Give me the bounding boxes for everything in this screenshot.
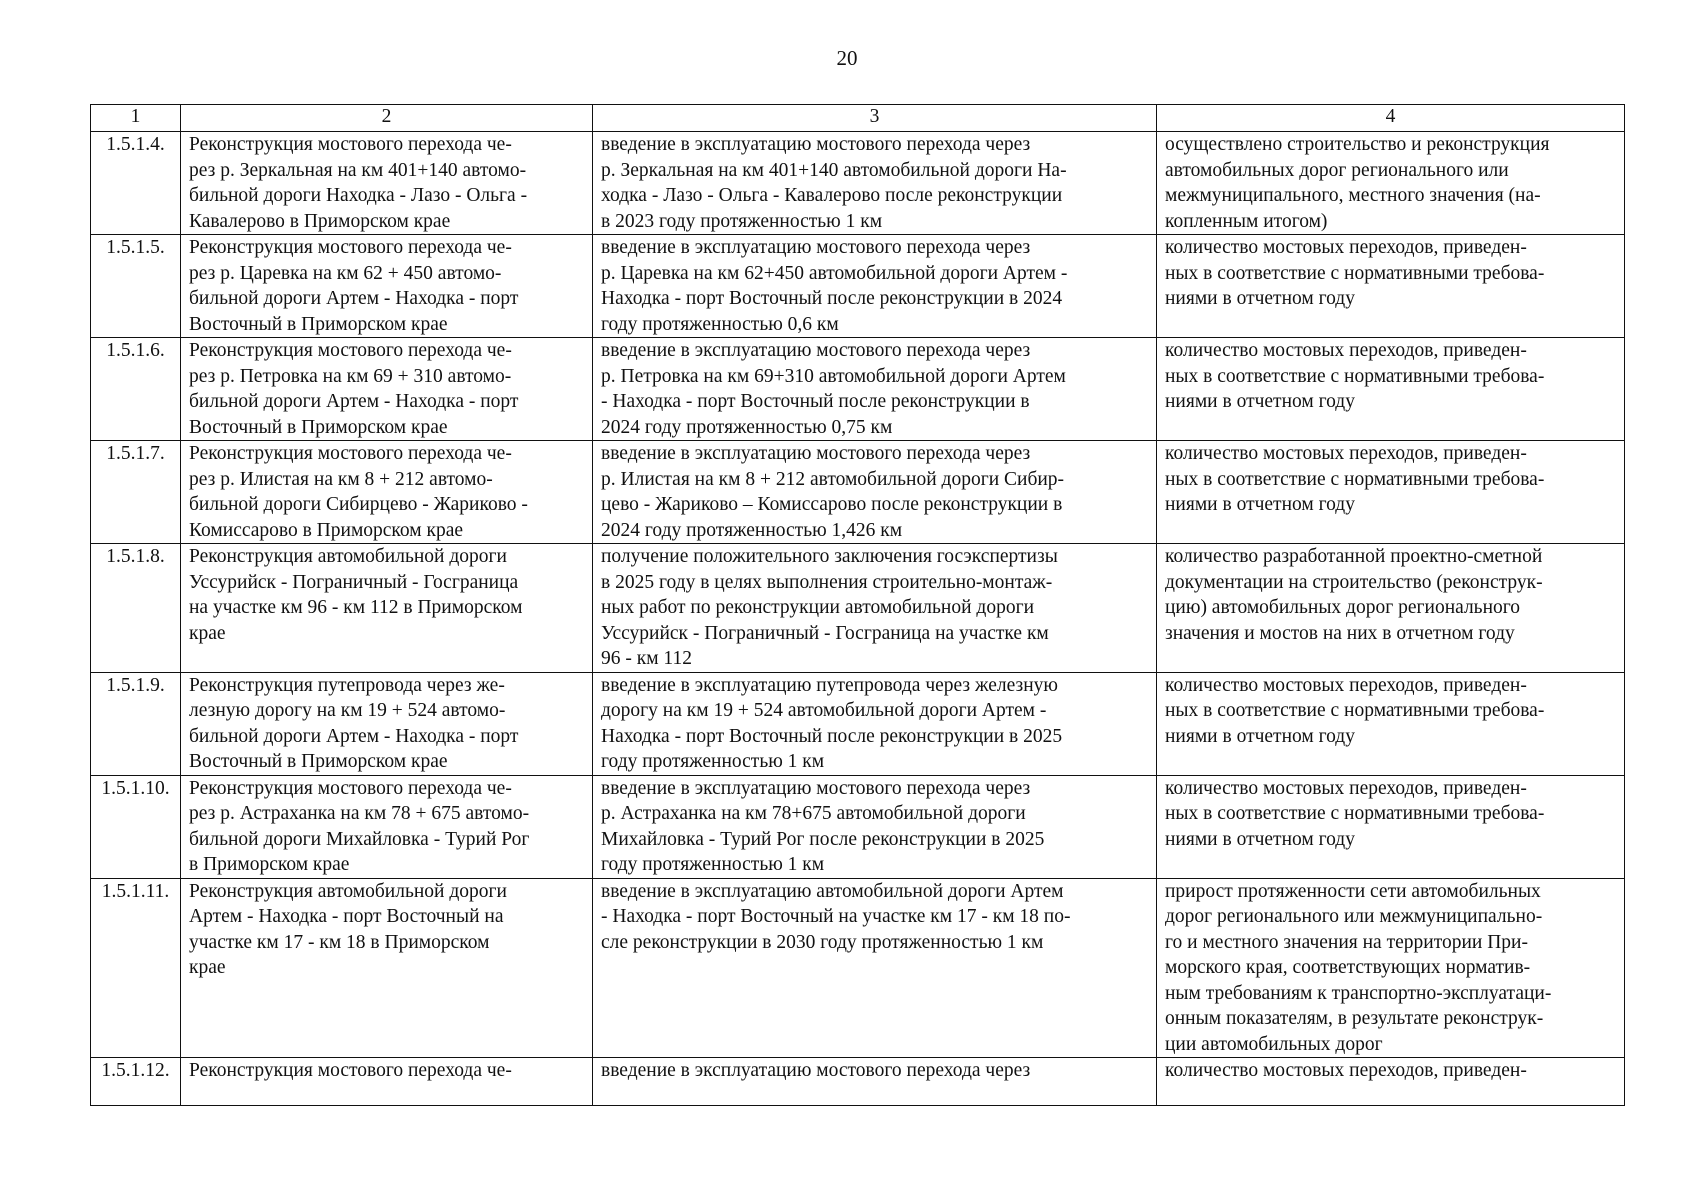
header-row [91,105,1625,132]
cell-text-line: р. Астраханка на км 78+675 автомобильной дороги [601,803,1026,824]
cell-text-line: ных в соответствие с нормативными требова- [1165,700,1545,721]
cell-text-line: в 2023 году протяженностью 1 км [601,210,883,232]
cell-text-line: году протяженностью 1 км [601,854,825,875]
indicator-cell [1157,544,1625,673]
cell-text-line: р. Петровка на км 69+310 автомобильной дороги Артем [601,365,1066,387]
cell-text-line: Комиссарово в Приморском крае [189,519,464,541]
cell-text-line: получение положительного заключения госэкспертизы [601,546,1058,567]
indicator-cell [1157,672,1625,775]
header-col-3: 3 [593,105,1157,132]
cell-text-line: лезную дорогу на км 19 + 524 автомо- [189,700,506,721]
indicator-cell [1157,775,1625,878]
cell-text-line: 2024 году протяженностью 0,75 км [601,416,893,438]
page-number: 20 [836,46,858,70]
cell-text-line: в 2025 году в целях выполнения строительно-монтаж- [601,571,1053,593]
cell-text-line: Реконструкция мостового перехода че- [189,443,512,464]
cell-text-line: на участке км 96 - км 112 в Приморском [189,597,523,618]
cell-text-line: рез р. Илистая на км 8 + 212 автомо- [189,468,493,490]
cell-text-line: Реконструкция мостового перехода че- [189,134,512,155]
cell-text-line: бильной дороги Михайловка - Турий Рог [189,828,530,850]
cell-text-line: введение в эксплуатацию мостового перехода через [601,134,1031,155]
cell-text-line: количество мостовых переходов, приведен- [1165,340,1527,361]
cell-text-line: бильной дороги Артем - Находка - порт [189,725,519,747]
header-col-4: 4 [1157,105,1625,132]
cell-text-line: ции автомобильных дорог [1165,1033,1383,1055]
cell-text-line: количество мостовых переходов, приведен- [1165,443,1527,464]
cell-text-line: - Находка - порт Восточный после реконструкции в [601,391,1030,412]
cell-text-line: ниями в отчетном году [1165,828,1355,850]
cell-text-line: ных в соответствие с нормативными требова- [1165,262,1545,284]
cell-text-line: Реконструкция путепровода через же- [189,674,505,696]
result-cell [593,775,1157,878]
event-name-cell [181,441,593,544]
row-number: 1.5.1.12. [91,1058,181,1106]
cell-text-line: Уссурийск - Пограничный - Госграница на участке км [601,622,1049,644]
cell-text-line: в Приморском крае [189,854,350,875]
cell-text-line: введение в эксплуатацию путепровода через железную [601,674,1058,696]
result-cell [593,544,1157,673]
cell-text-line: ниями в отчетном году [1165,725,1355,747]
cell-text-line: Реконструкция автомобильной дороги [189,546,507,567]
indicator-cell [1157,1058,1625,1106]
cell-text-line: Реконструкция автомобильной дороги [189,880,507,902]
cell-text-line: Восточный в Приморском крае [189,416,448,438]
cell-text-line: р. Илистая на км 8 + 212 автомобильной дороги Сибир- [601,468,1065,490]
cell-text-line: р. Царевка на км 62+450 автомобильной дороги Артем - [601,262,1068,284]
table-row [91,1058,1625,1106]
cell-text-line: Реконструкция мостового перехода че- [189,340,512,361]
row-number: 1.5.1.6. [91,338,181,441]
table-row [91,544,1625,673]
cell-text-line: сле реконструкции в 2030 году протяженностью 1 км [601,931,1044,953]
cell-text-line: бильной дороги Артем - Находка - порт [189,391,519,412]
cell-text-line: ниями в отчетном году [1165,494,1355,515]
header-col-1: 1 [91,105,181,132]
cell-text-line: году протяженностью 0,6 км [601,313,839,335]
cell-text-line: Реконструкция мостового перехода че- [189,777,512,799]
cell-text-line: ходка - Лазо - Ольга - Кавалерово после реконструкции [601,185,1063,206]
cell-text-line: цево - Жариково – Комиссарово после реконструкции в [601,494,1063,515]
cell-text-line: 2024 году протяженностью 1,426 км [601,519,903,541]
event-name-cell [181,544,593,673]
result-cell [593,338,1157,441]
cell-text-line: Реконструкция мостового перехода че- [189,237,512,258]
result-cell [593,441,1157,544]
cell-text-line: введение в эксплуатацию мостового перехода через [601,443,1031,464]
result-cell [593,132,1157,235]
header-col-2: 2 [181,105,593,132]
cell-text-line: крае [189,957,226,978]
cell-text-line: количество мостовых переходов, приведен- [1165,1060,1527,1081]
event-name-cell [181,1058,593,1106]
event-name-cell [181,235,593,338]
cell-text-line: рез р. Царевка на км 62 + 450 автомо- [189,262,502,284]
cell-text-line: Михайловка - Турий Рог после реконструкции в 2025 [601,828,1045,850]
cell-text-line: Восточный в Приморском крае [189,751,448,772]
cell-text-line: копленным итогом) [1165,210,1328,232]
cell-text-line: рез р. Зеркальная на км 401+140 автомо- [189,159,527,181]
cell-text-line: Реконструкция мостового перехода че- [189,1060,512,1081]
table-row [91,132,1625,235]
cell-text-line: ных работ по реконструкции автомобильной дороги [601,597,1035,618]
row-number: 1.5.1.10. [91,775,181,878]
cell-text-line: дорог регионального или межмуниципально- [1165,906,1543,927]
result-cell [593,235,1157,338]
cell-text-line: бильной дороги Находка - Лазо - Ольга - [189,185,528,206]
cell-text-line: введение в эксплуатацию мостового перехода через [601,1060,1031,1081]
cell-text-line: введение в эксплуатацию автомобильной дороги Артем [601,880,1064,902]
cell-text-line: ных в соответствие с нормативными требова- [1165,803,1545,824]
cell-text-line: ным требованиям к транспортно-эксплуатаци- [1165,982,1552,1004]
cell-text-line: межмуниципального, местного значения (на- [1165,185,1541,206]
cell-text-line: ниями в отчетном году [1165,288,1355,309]
cell-text-line: введение в эксплуатацию мостового перехода через [601,777,1031,799]
cell-text-line: году протяженностью 1 км [601,751,825,772]
row-number: 1.5.1.9. [91,672,181,775]
cell-text-line: онным показателям, в результате реконструк- [1165,1008,1544,1029]
cell-text-line: значения и мостов на них в отчетном году [1165,622,1515,644]
cell-text-line: р. Зеркальная на км 401+140 автомобильной дороги На- [601,159,1067,181]
event-name-cell [181,338,593,441]
cell-text-line: ниями в отчетном году [1165,391,1355,412]
cell-text-line: Уссурийск - Пограничный - Госграница [189,571,519,593]
cell-text-line: рез р. Астраханка на км 78 + 675 автомо- [189,803,530,824]
event-name-cell [181,672,593,775]
cell-text-line: количество мостовых переходов, приведен- [1165,674,1527,696]
table-row [91,235,1625,338]
indicator-cell [1157,878,1625,1058]
cell-text-line: количество мостовых переходов, приведен- [1165,237,1527,258]
result-cell [593,1058,1157,1106]
cell-text-line: - Находка - порт Восточный на участке км 17 - км 18 по- [601,906,1071,927]
row-number: 1.5.1.4. [91,132,181,235]
indicator-cell [1157,338,1625,441]
cell-text-line: го и местного значения на территории При- [1165,931,1528,953]
indicator-cell [1157,132,1625,235]
cell-text-line: цию) автомобильных дорог регионального [1165,597,1521,618]
table-row [91,338,1625,441]
cell-text-line: введение в эксплуатацию мостового перехода через [601,237,1031,258]
cell-text-line: бильной дороги Артем - Находка - порт [189,288,519,309]
cell-text-line: осуществлено строительство и реконструкция [1165,134,1550,155]
cell-text-line: автомобильных дорог регионального или [1165,159,1509,181]
table-row [91,775,1625,878]
cell-text-line: 96 - км 112 [601,648,692,669]
cell-text-line: дорогу на км 19 + 524 автомобильной дороги Артем - [601,700,1047,721]
result-cell [593,672,1157,775]
row-number: 1.5.1.5. [91,235,181,338]
event-name-cell [181,775,593,878]
cell-text-line: прирост протяженности сети автомобильных [1165,880,1541,902]
event-name-cell [181,878,593,1058]
cell-text-line: Находка - порт Восточный после реконструкции в 2025 [601,725,1063,747]
cell-text-line: ных в соответствие с нормативными требова- [1165,365,1545,387]
cell-text-line: ных в соответствие с нормативными требова- [1165,468,1545,490]
cell-text-line: введение в эксплуатацию мостового перехода через [601,340,1031,361]
indicator-cell [1157,235,1625,338]
cell-text-line: участке км 17 - км 18 в Приморском [189,931,490,953]
result-cell [593,878,1157,1058]
cell-text-line: Восточный в Приморском крае [189,313,448,335]
indicator-cell [1157,441,1625,544]
table-row [91,878,1625,1058]
cell-text-line: бильной дороги Сибирцево - Жариково - [189,494,528,515]
cell-text-line: количество разработанной проектно-сметной [1165,546,1543,567]
event-name-cell [181,132,593,235]
cell-text-line: количество мостовых переходов, приведен- [1165,777,1527,799]
cell-text-line: Находка - порт Восточный после реконструкции в 2024 [601,288,1063,309]
row-number: 1.5.1.7. [91,441,181,544]
data-table [90,104,1625,1106]
cell-text-line: крае [189,622,226,644]
row-number: 1.5.1.11. [91,878,181,1058]
cell-text-line: морского края, соответствующих норматив- [1165,957,1531,978]
cell-text-line: Кавалерово в Приморском крае [189,210,451,232]
row-number: 1.5.1.8. [91,544,181,673]
cell-text-line: документации на строительство (реконструк- [1165,571,1543,593]
table-row [91,672,1625,775]
table-row [91,441,1625,544]
cell-text-line: рез р. Петровка на км 69 + 310 автомо- [189,365,512,387]
cell-text-line: Артем - Находка - порт Восточный на [189,906,504,927]
